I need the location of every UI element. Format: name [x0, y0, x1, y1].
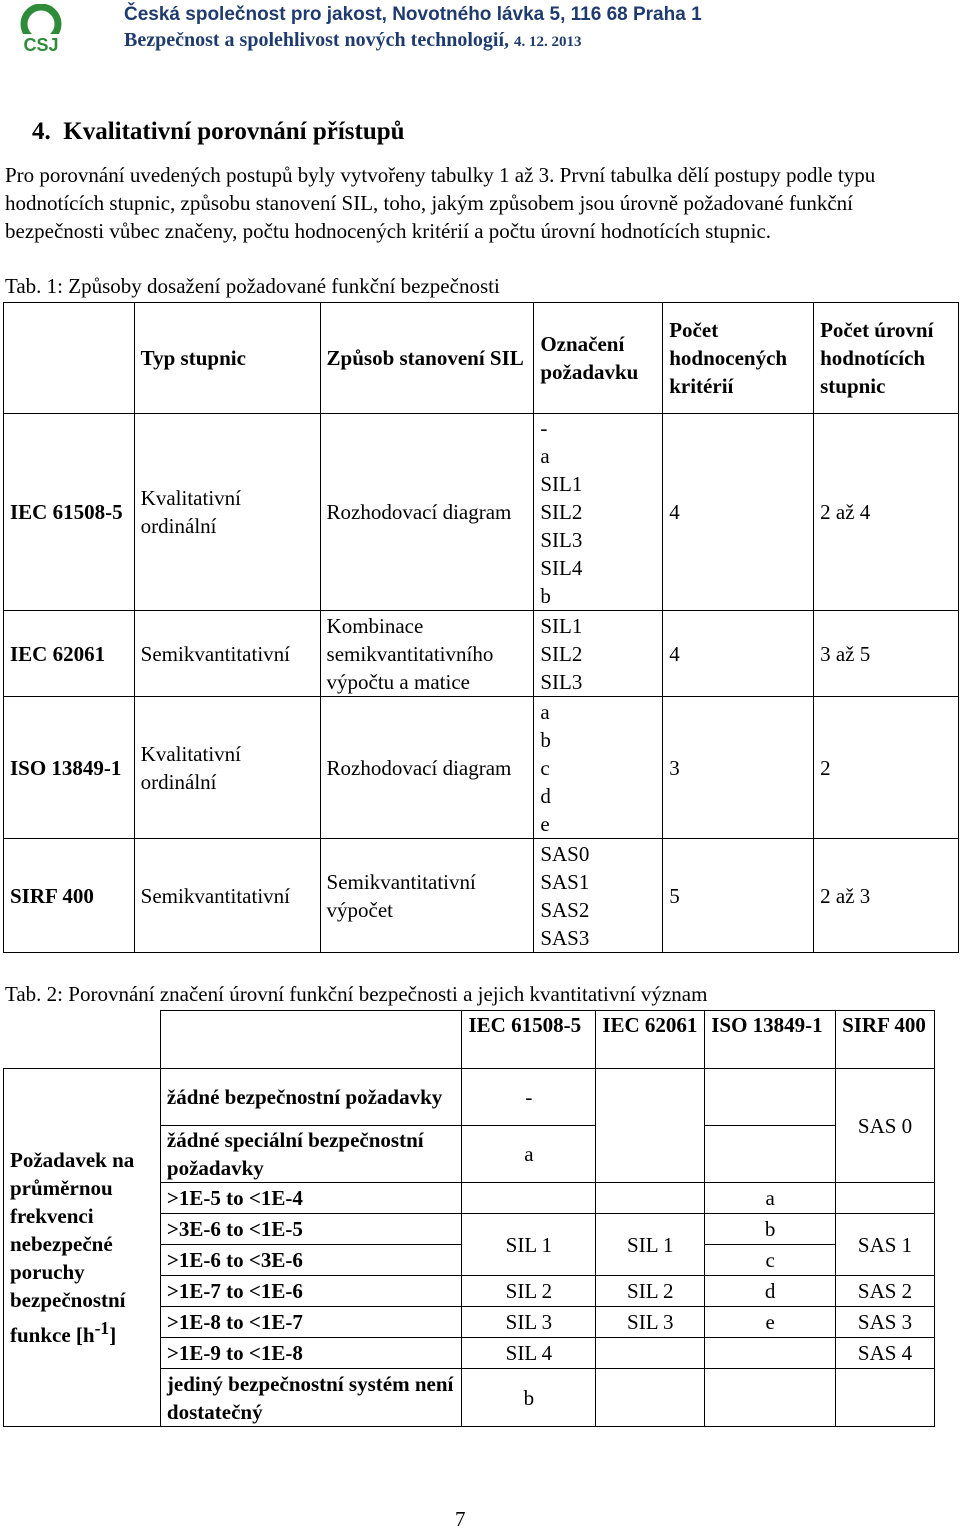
table2-condition: >1E-5 to <1E-4: [160, 1183, 462, 1214]
mark: SAS2: [540, 897, 590, 922]
table1-criteria: 5: [663, 839, 814, 953]
organization-line: Česká společnost pro jakost, Novotného lávka 5, 116 68 Praha 1: [124, 4, 702, 25]
section-paragraph: Pro porovnání uvedených postupů byly vytvořeny tabulky 1 až 3. První tabulka dělí postupy podle typu hodnotících stupnic, způsobu stanovení SIL, toho, jakým způsobem jsou úrovně požadované funkční bezpečnosti vůbec značeny, počtu hodnocených kritérií a počtu úrovní hodnotících stupnic.: [5, 163, 876, 243]
table2-cell: a: [705, 1183, 836, 1214]
row-label-end: ]: [109, 1323, 117, 1347]
mark: SIL4: [540, 556, 583, 580]
table2-condition: >1E-8 to <1E-7: [160, 1307, 462, 1338]
table1-header-type: Typ stupnic: [134, 303, 320, 414]
table1-marks: [534, 611, 663, 697]
table1-header-method: Způsob stanovení SIL: [320, 303, 534, 414]
table2-header-blank: [160, 1011, 462, 1069]
table2-cell-empty: [596, 1369, 705, 1427]
table2-cell: SIL 3: [462, 1307, 596, 1338]
table2-cell: SAS 4: [836, 1338, 935, 1369]
mark: d: [540, 783, 551, 808]
table1-caption: Tab. 1: Způsoby dosažení požadované funkční bezpečnosti: [5, 274, 500, 298]
mark: a: [540, 699, 550, 724]
table2-cell-empty: [462, 1183, 596, 1214]
table1-method: Rozhodovací diagram: [320, 697, 534, 839]
table1-header-marks: Označení požadavku: [534, 303, 663, 414]
table1-levels: 2 až 4: [814, 414, 959, 611]
table-row: [4, 697, 959, 839]
table2-cell: e: [705, 1307, 836, 1338]
table2-header-iso13849: ISO 13849-1: [705, 1011, 836, 1069]
table2-cell: SIL 1: [462, 1214, 596, 1276]
table1-type: Semikvantitativní: [134, 611, 320, 697]
mark: c: [540, 755, 550, 780]
table1-method: Rozhodovací diagram: [320, 414, 534, 611]
page-number: 7: [455, 1507, 466, 1531]
mark: SIL2: [540, 641, 583, 666]
mark: SIL1: [540, 472, 583, 496]
mark: b: [540, 584, 551, 608]
table2-condition: >1E-7 to <1E-6: [160, 1276, 462, 1307]
table-row: [4, 1069, 935, 1126]
table2-cell: SAS 3: [836, 1307, 935, 1338]
mark: SAS0: [540, 841, 590, 866]
table2-condition: >3E-6 to <1E-5: [160, 1214, 462, 1245]
mark: SIL1: [540, 613, 583, 638]
table1-levels: 2: [814, 697, 959, 839]
table2-cell: SAS 2: [836, 1276, 935, 1307]
table2-cell-empty: [836, 1369, 935, 1427]
table1-marks: [534, 839, 663, 953]
event-date: 4. 12. 2013: [514, 34, 582, 50]
table1-header-criteria: Počet hodnocených kritérií: [663, 303, 814, 414]
table2-header-iec62061: IEC 62061: [596, 1011, 705, 1069]
table2-condition: jediný bezpečnostní systém není dostatečný: [160, 1369, 462, 1427]
table2-cell: c: [705, 1245, 836, 1276]
table1: [3, 302, 959, 953]
table2-cell: SIL 4: [462, 1338, 596, 1369]
event-name: Bezpečnost a spolehlivost nových technologií,: [124, 29, 510, 51]
table2-cell-empty: [596, 1183, 705, 1214]
table2-header-iec61508: IEC 61508-5: [462, 1011, 596, 1069]
table1-marks: [534, 414, 663, 611]
table2-cell: SIL 2: [596, 1276, 705, 1307]
section-heading: 4. Kvalitativní porovnání přístupů: [32, 118, 405, 145]
table2-cell: -: [462, 1069, 596, 1126]
row-label-sup: -1: [94, 1318, 110, 1338]
table1-std: SIRF 400: [4, 839, 135, 953]
table1-type: Kvalitativní ordinální: [134, 697, 320, 839]
table-row: [4, 839, 959, 953]
table2-cell: b: [705, 1214, 836, 1245]
table2-condition: žádné bezpečnostní požadavky: [160, 1069, 462, 1126]
table2-cell-empty: [596, 1069, 705, 1183]
table2-cell: b: [462, 1369, 596, 1427]
table-row: [4, 611, 959, 697]
table2-cell: SIL 3: [596, 1307, 705, 1338]
table2-cell: SIL 2: [462, 1276, 596, 1307]
table1-std: IEC 62061: [4, 611, 135, 697]
table2: [3, 1010, 935, 1427]
table2-caption: Tab. 2: Porovnání značení úrovní funkční bezpečnosti a jejich kvantitativní význam: [5, 982, 708, 1006]
mark: SIL3: [540, 669, 583, 694]
table1-type: Kvalitativní ordinální: [134, 414, 320, 611]
table1-std: IEC 61508-5: [4, 414, 135, 611]
table2-cell: a: [462, 1126, 596, 1183]
table2-cell-empty: [705, 1338, 836, 1369]
table-row: [4, 414, 959, 611]
row-label-text: Požadavek na průměrnou frekvenci nebezpečné poruchy bezpečnostní funkce [h: [10, 1148, 135, 1347]
table2-cell-empty: [836, 1183, 935, 1214]
table1-header-levels: Počet úrovní hodnotících stupnic: [814, 303, 959, 414]
table1-criteria: 3: [663, 697, 814, 839]
mark: -: [540, 416, 548, 440]
table1-header-empty: [4, 303, 135, 414]
table2-cell: SAS 1: [836, 1214, 935, 1276]
table2-cell-empty: [705, 1369, 836, 1427]
table2-condition: >1E-9 to <1E-8: [160, 1338, 462, 1369]
table2-cell: SAS 0: [836, 1069, 935, 1183]
event-title: [124, 29, 582, 52]
table1-criteria: 4: [663, 414, 814, 611]
table1-type: Semikvantitativní: [134, 839, 320, 953]
table1-header-row: [4, 303, 959, 414]
table1-method: Kombinace semikvantitativního výpočtu a matice: [320, 611, 534, 697]
mark: SIL3: [540, 528, 583, 552]
table2-cell-empty: [705, 1126, 836, 1183]
table2-condition: žádné speciální bezpečnostní požadavky: [160, 1126, 462, 1183]
table2-cell: d: [705, 1276, 836, 1307]
mark: a: [540, 444, 550, 468]
table1-levels: 2 až 3: [814, 839, 959, 953]
table2-cell-empty: [596, 1338, 705, 1369]
csj-logo: [10, 4, 72, 54]
mark: SIL2: [540, 500, 583, 524]
table1-method: Semikvantitativní výpočet: [320, 839, 534, 953]
table1-criteria: 4: [663, 611, 814, 697]
table2-header-sirf400: SIRF 400: [836, 1011, 935, 1069]
mark: e: [540, 811, 550, 836]
table1-marks: [534, 697, 663, 839]
table2-cell: SIL 1: [596, 1214, 705, 1276]
table2-header-row: [4, 1011, 935, 1069]
logo-text: CSJ: [23, 35, 59, 54]
mark: b: [540, 727, 551, 752]
table1-std: ISO 13849-1: [4, 697, 135, 839]
table2-row-label: [4, 1069, 161, 1427]
table2-condition: >1E-6 to <3E-6: [160, 1245, 462, 1276]
table2-corner: [4, 1011, 161, 1069]
table2-cell-empty: [705, 1069, 836, 1126]
mark: SAS1: [540, 869, 590, 894]
mark: SAS3: [540, 925, 590, 950]
table1-levels: 3 až 5: [814, 611, 959, 697]
